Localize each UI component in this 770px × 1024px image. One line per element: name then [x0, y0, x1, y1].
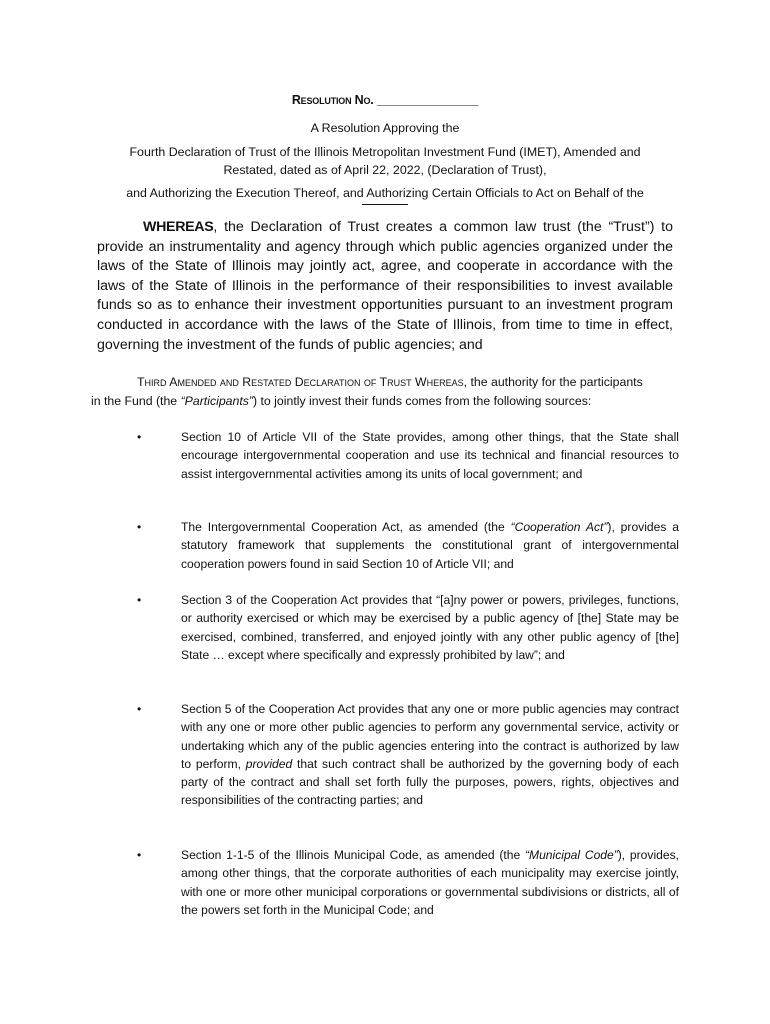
whereas-paragraph-2: Third Amended and Restated Declaration of Trust Whereas, the authority for the participants in the Fund (the “Participants”) to jointly invest their funds comes from the following sources:	[91, 375, 643, 408]
bullet-icon: •	[137, 702, 142, 716]
list-item: Section 3 of the Cooperation Act provides that “[a]ny power or powers, privileges, functions, or authority exercised or which may be exercised by a public agency of [the] State may be exercised, combined, transferred, and enjoyed jointly with any other public agency of [the] State … except where specifically and expressly prohibited by law”; and	[181, 593, 679, 662]
municipal-code-term: “Municipal Code”	[524, 848, 618, 862]
bullet-icon: •	[137, 593, 142, 607]
title-line-2: Fourth Declaration of Trust of the Illinois Metropolitan Investment Fund (IMET), Amended and	[129, 145, 641, 159]
list-item: Section 10 of Article VII of the State provides, among other things, that the State shall encourage intergovernmental cooperation and use its technical and financial resources to assist intergovernmental activities among its units of local government; and	[181, 430, 679, 481]
cooperation-act-term: “Cooperation Act”	[510, 520, 608, 534]
whereas-text: , the Declaration of Trust creates a common law trust (the “Trust”) to provide an instrumentality and agency through which public agencies organized under the laws of the State of Illinois may jointly act, agree, and cooperate in accordance with the laws of the State of Illinois in the performance of their responsibilities to invest available funds so as to enhance their investment opportunities pursuant to an investment program conducted in accordance with the laws of the State of Illinois, from time to time in effect, governing the investment of the funds of public agencies; and	[97, 219, 673, 353]
bullet-icon: •	[137, 848, 142, 862]
list-item: The Intergovernmental Cooperation Act, as amended (the “Cooperation Act”), provides a statutory framework that supplements the constitutional grant of intergovernmental cooperation powers found in said Section 10 of Article VII; and	[181, 520, 680, 571]
provided-term: provided	[245, 756, 293, 771]
resolution-number-blank: _______________	[376, 93, 479, 107]
title-line-4: and Authorizing the Execution Thereof, and Authorizing Certain Officials to Act on Behalf of the	[126, 186, 644, 200]
list-item: Section 5 of the Cooperation Act provides that any one or more public agencies may contract with any one or more other public agencies to perform any governmental service, activity or undertaking which any of the public agencies entering into the contract is authorized by law to perform, provided that such contract shall be authorized by the governing body of each party of the contract and shall set forth fully the purposes, powers, rights, objectives and responsibilities of the contracting parties; and	[181, 702, 679, 808]
resolution-title	[0, 93, 770, 107]
title-line-1: A Resolution Approving the	[310, 121, 460, 135]
whereas-lead: WHEREAS	[143, 219, 214, 235]
title-line-3: Restated, dated as of April 22, 2022, (Declaration of Trust),	[223, 163, 547, 177]
signature-blank-line	[362, 204, 408, 205]
whereas-paragraph-1	[97, 218, 673, 355]
bullet-icon: •	[137, 520, 142, 534]
bullet-icon: •	[137, 430, 142, 444]
declaration-heading: Third Amended and Restated Declaration of Trust Whereas	[137, 375, 464, 389]
resolution-label: Resolution No.	[291, 93, 374, 107]
participants-term: “Participants”	[180, 394, 253, 408]
list-item: Section 1-1-5 of the Illinois Municipal Code, as amended (the “Municipal Code”), provides, among other things, that the corporate authorities of each municipality may exercise jointly, with one or more other municipal corporations or governmental subdivisions or districts, all of the powers set forth in the Municipal Code; and	[181, 848, 679, 917]
